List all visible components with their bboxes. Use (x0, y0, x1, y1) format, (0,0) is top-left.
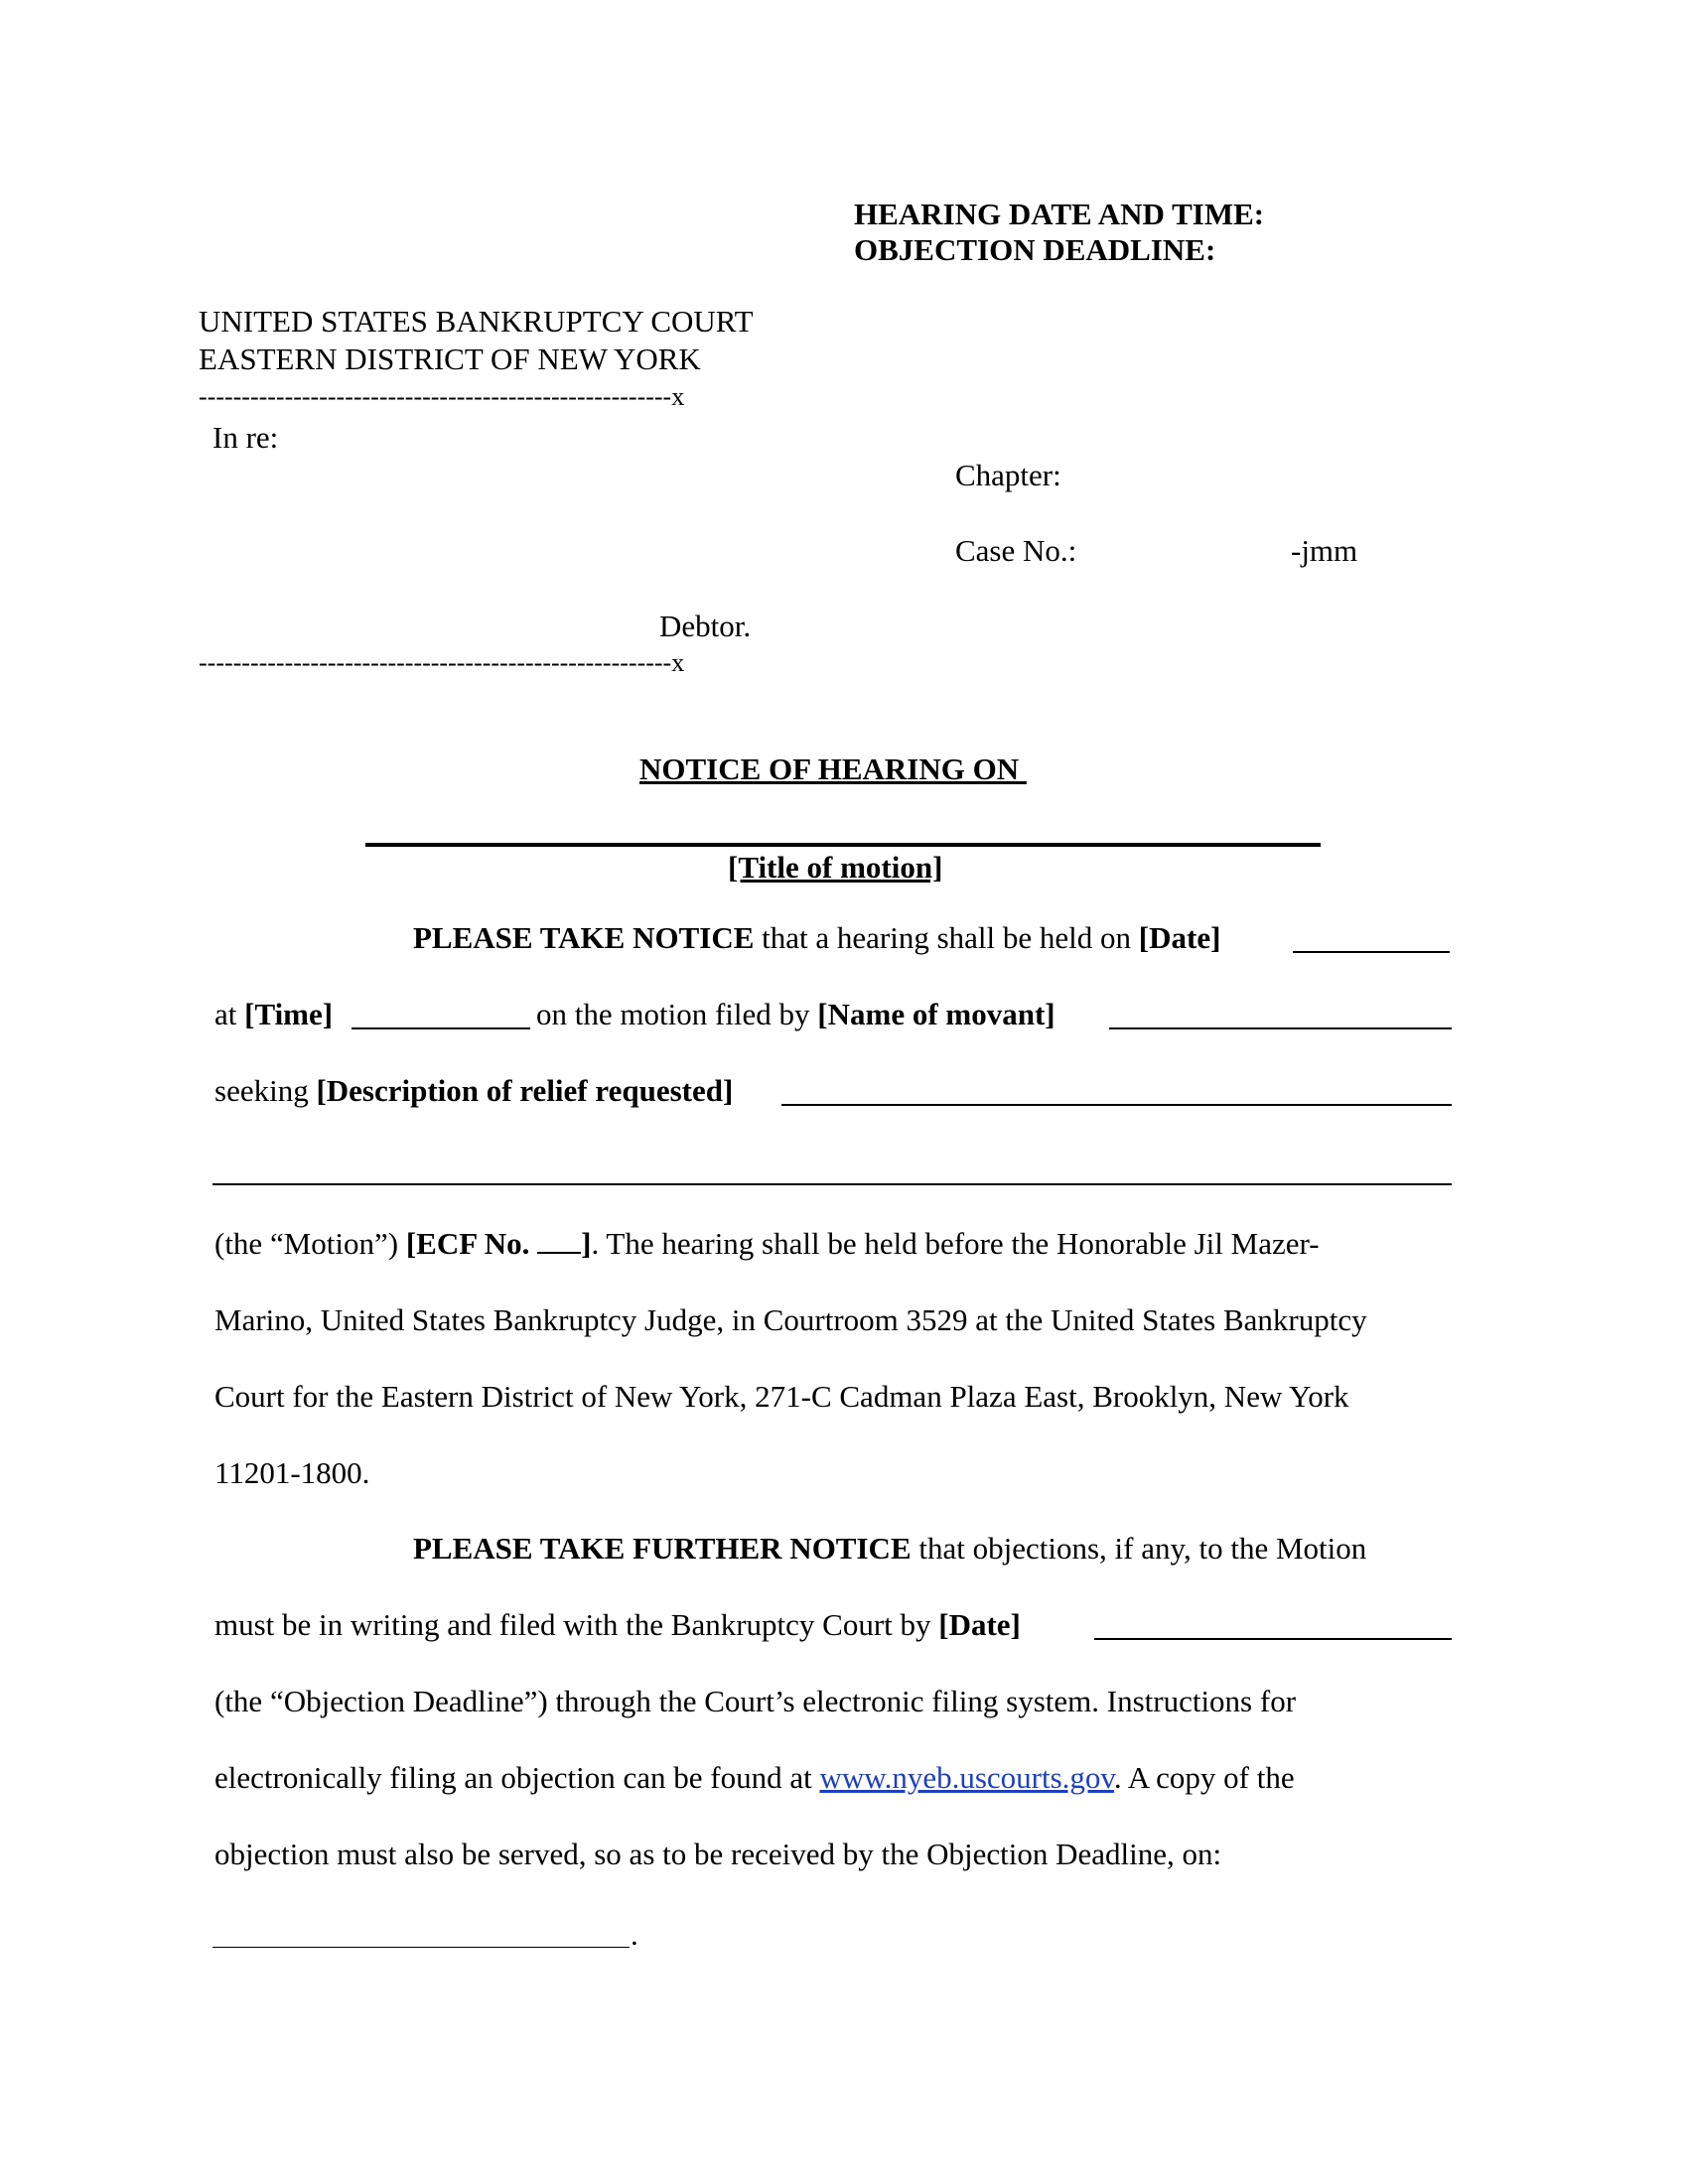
further-notice-line-1: PLEASE TAKE FURTHER NOTICE that objections, if any, to the Motion (413, 1531, 1367, 1566)
debtor-label: Debtor. (659, 609, 752, 643)
time-placeholder: [Time] (244, 997, 334, 1031)
further-notice-line-2: must be in writing and filed with the Bankruptcy Court by [Date] (214, 1607, 1021, 1642)
court-name-line2: EASTERN DISTRICT OF NEW YORK (199, 341, 701, 376)
chapter-label: Chapter: (955, 458, 1061, 492)
in-re-label: In re: (212, 420, 279, 455)
further-notice-line-5: objection must also be served, so as to be received by the Objection Deadline, on: (214, 1837, 1222, 1871)
ecf-placeholder: [ECF No. (405, 1226, 538, 1261)
court-name-line1: UNITED STATES BANKRUPTCY COURT (199, 304, 754, 339)
notice-title (639, 751, 1027, 788)
further-notice-line-4: electronically filing an objection can be found at www.nyeb.uscourts.gov. A copy of the (214, 1760, 1295, 1795)
service-party-period: . (631, 1917, 638, 1952)
time-blank (352, 1027, 530, 1029)
relief-blank-continued (212, 1183, 1452, 1185)
please-take-further-notice: PLEASE TAKE FURTHER NOTICE (413, 1531, 912, 1566)
service-party-blank (212, 1947, 630, 1948)
relief-blank (781, 1104, 1452, 1106)
motion-title-blank (365, 843, 1321, 847)
notice-title-text: NOTICE OF HEARING ON (639, 751, 1020, 786)
hearing-date-label: HEARING DATE AND TIME: (854, 197, 1265, 231)
ecf-blank (537, 1226, 581, 1254)
further-notice-line-3: (the “Objection Deadline”) through the Court’s electronic filing system. Instructions for (214, 1684, 1297, 1718)
notice-line-3: seeking [Description of relief requested] (214, 1073, 734, 1108)
case-number-label: Case No.: (955, 533, 1077, 568)
notice-line-7: 11201-1800. (214, 1455, 370, 1490)
notice-line-1: PLEASE TAKE NOTICE that a hearing shall be held on [Date] (413, 920, 1221, 955)
hearing-date-blank (1293, 951, 1450, 953)
objection-date-blank (1094, 1638, 1452, 1640)
caption-bottom-divider: -------------------------------------------------------x (199, 648, 685, 677)
notice-line-2: at [Time] (214, 997, 334, 1031)
nyeb-website-link[interactable]: www.nyeb.uscourts.gov (819, 1760, 1114, 1795)
notice-line-6: Court for the Eastern District of New York, 271-C Cadman Plaza East, Brooklyn, New York (214, 1379, 1349, 1414)
relief-placeholder: [Description of relief requested] (316, 1073, 734, 1108)
objection-deadline-label: OBJECTION DEADLINE: (854, 232, 1216, 267)
movant-blank (1109, 1027, 1452, 1029)
case-number-suffix: -jmm (1291, 533, 1358, 568)
objection-date-placeholder: [Date] (938, 1607, 1021, 1642)
notice-line-4: (the “Motion”) [ECF No. ]. The hearing shall be held before the Honorable Jil Mazer- (214, 1226, 1320, 1261)
motion-title-placeholder: [Title of motion] (728, 850, 943, 885)
notice-line-5: Marino, United States Bankruptcy Judge, in Courtroom 3529 at the United States Bankruptcy (214, 1302, 1367, 1337)
please-take-notice: PLEASE TAKE NOTICE (413, 920, 755, 955)
caption-top-divider: -------------------------------------------------------x (199, 382, 685, 411)
movant-placeholder: [Name of movant] (817, 997, 1055, 1031)
hearing-date-placeholder: [Date] (1138, 920, 1221, 955)
